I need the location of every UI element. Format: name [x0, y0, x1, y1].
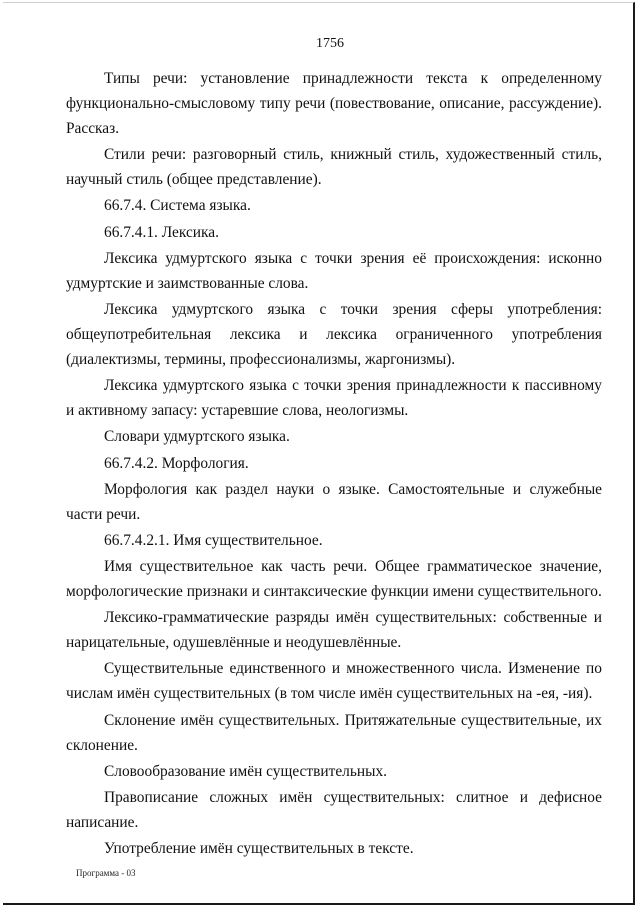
- section-heading-lexicon: 66.7.4.1. Лексика.: [104, 223, 219, 241]
- paragraph-lexicon-active-passive: Лексика удмуртского языка с точки зрения принадлежности к пассивному и активному запасу: устаревшие слова, неологизмы.: [66, 377, 602, 420]
- page-number: 1756: [316, 36, 344, 51]
- paragraph-speech-styles: Стили речи: разговорный стиль, книжный стиль, художественный стиль, научный стиль (общее представление).: [66, 146, 602, 189]
- footer-program-label: Программа - 03: [76, 868, 136, 878]
- paragraph-noun-part-of-speech: Имя существительное как часть речи. Общее грамматическое значение, морфологические признаки и синтаксические функции имени существительного.: [66, 558, 602, 601]
- paragraph-noun-categories: Лексико-грамматические разряды имён существительных: собственные и нарицательные, одушевлённые и неодушевлённые.: [66, 609, 602, 652]
- paragraph-morphology: Морфология как раздел науки о языке. Самостоятельные и служебные части речи.: [66, 480, 602, 523]
- paragraph-noun-number: Существительные единственного и множественного числа. Изменение по числам имён существительных (в том числе имён существительных на -ея, -ия).: [66, 660, 602, 703]
- section-heading-noun: 66.7.4.2.1. Имя существительное.: [104, 531, 323, 549]
- paragraph-noun-declension: Склонение имён существительных. Притяжательные существительные, их склонение.: [66, 711, 602, 754]
- paragraph-lexicon-origin: Лексика удмуртского языка с точки зрения её происхождения: исконно удмуртские и заимствованные слова.: [66, 249, 602, 292]
- section-heading-language-system: 66.7.4. Система языка.: [104, 197, 251, 215]
- paragraph-lexicon-usage: Лексика удмуртского языка с точки зрения сферы употребления: общеупотребительная лексика и лексика ограниченного употребления (диалектизмы, термины, профессионализмы, жаргонизмы).: [66, 300, 602, 368]
- section-heading-morphology: 66.7.4.2. Морфология.: [104, 454, 249, 472]
- paragraph-speech-types: Типы речи: установление принадлежности текста к определенному функционально-смысловому типу речи (повествование, описание, рассуждение). Рассказ.: [66, 70, 602, 137]
- paragraph-dictionaries: Словари удмуртского языка.: [104, 428, 290, 446]
- document-body: [66, 66, 602, 862]
- paragraph-noun-spelling: Правописание сложных имён существительных: слитное и дефисное написание.: [66, 789, 602, 831]
- paragraph-noun-usage: Употребление имён существительных в тексте.: [104, 840, 414, 858]
- paragraph-noun-word-formation: Словообразование имён существительных.: [104, 762, 387, 780]
